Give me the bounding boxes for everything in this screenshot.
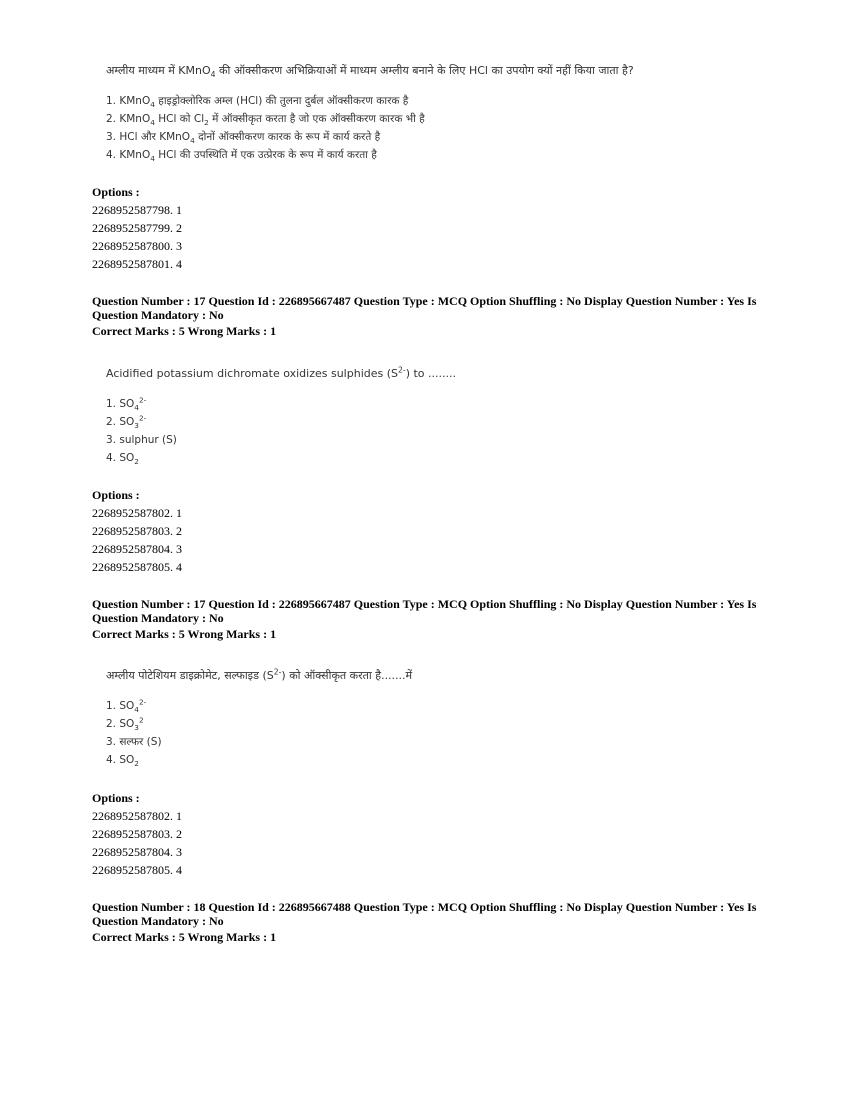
meta-line: Question Mandatory : No: [92, 308, 224, 322]
option-id: 2268952587804. 3: [92, 845, 182, 859]
option-id: 2268952587805. 4: [92, 560, 182, 574]
option-id: 2268952587799. 2: [92, 221, 182, 235]
meta-line: Question Number : 18 Question Id : 226895667488 Question Type : MCQ Option Shuffling : No Display Question Number : Yes Is: [92, 900, 757, 914]
options-label: Options :: [92, 185, 140, 199]
meta-line: Question Mandatory : No: [92, 611, 224, 625]
choice-3: 3. sulphur (S): [106, 434, 177, 446]
choice-1: 1. KMnO$_4$ हाइड्रोक्लोरिक अम्ल (HCl) की तुलना दुर्बल ऑक्सीकरण कारक है: [106, 95, 409, 110]
question-meta: [92, 597, 762, 641]
meta-line: Question Number : 17 Question Id : 226895667487 Question Type : MCQ Option Shuffling : No Display Question Number : Yes Is: [92, 294, 757, 308]
option-id: 2268952587802. 1: [92, 809, 182, 823]
choice-4: 4. KMnO$_4$ HCl की उपस्थिति में एक उत्प्रेरक के रूप में कार्य करता है: [106, 149, 377, 164]
question-meta: [92, 900, 762, 944]
choice-1: 1. $SO_4^{2-}$: [106, 395, 147, 413]
option-id: 2268952587805. 4: [92, 863, 182, 877]
option-id: 2268952587801. 4: [92, 257, 182, 271]
choice-2: 2. $SO_3^2$: [106, 715, 144, 733]
option-id: 2268952587803. 2: [92, 524, 182, 538]
meta-line: Correct Marks : 5 Wrong Marks : 1: [92, 324, 277, 338]
question-text: Acidified potassium dichromate oxidizes sulphides $(S^{2-})$ to ........: [106, 365, 456, 380]
choice-3: 3. HCl और KMnO$_4$ दोनों ऑक्सीकरण कारक के रूप में कार्य करते है: [106, 131, 381, 146]
question-meta: [92, 294, 762, 338]
question-text: अम्लीय माध्यम में KMnO$_4$ की ऑक्सीकरण अभिक्रियाओं में माध्यम अम्लीय बनाने के लिए HCl का उपयोग क्यों नहीं किया जाता है?: [106, 64, 634, 80]
meta-line: Correct Marks : 5 Wrong Marks : 1: [92, 930, 277, 944]
choice-2: 2. $SO_3^{2-}$: [106, 413, 147, 431]
option-id: 2268952587800. 3: [92, 239, 182, 253]
question-text: अम्लीय पोटेशियम डाइक्रोमेट, सल्फाइड $(S^{2-})$ को ऑक्सीकृत करता है.......में: [106, 667, 413, 682]
choice-4: 4. $SO_2$: [106, 452, 139, 467]
choice-2: 2. KMnO$_4$ HCl को $Cl_2$ में ऑक्सीकृत करता है जो एक ऑक्सीकरण कारक भी है: [106, 113, 425, 128]
meta-line: Correct Marks : 5 Wrong Marks : 1: [92, 627, 277, 641]
choice-4: 4. $SO_2$: [106, 754, 139, 769]
option-id: 2268952587802. 1: [92, 506, 182, 520]
option-id: 2268952587804. 3: [92, 542, 182, 556]
option-id: 2268952587798. 1: [92, 203, 182, 217]
options-label: Options :: [92, 488, 140, 502]
meta-line: Question Mandatory : No: [92, 914, 224, 928]
meta-line: Question Number : 17 Question Id : 226895667487 Question Type : MCQ Option Shuffling : No Display Question Number : Yes Is: [92, 597, 757, 611]
options-label: Options :: [92, 791, 140, 805]
choice-1: 1. $SO_4^{2-}$: [106, 697, 147, 715]
option-id: 2268952587803. 2: [92, 827, 182, 841]
choice-3: 3. सल्फर (S): [106, 736, 162, 748]
